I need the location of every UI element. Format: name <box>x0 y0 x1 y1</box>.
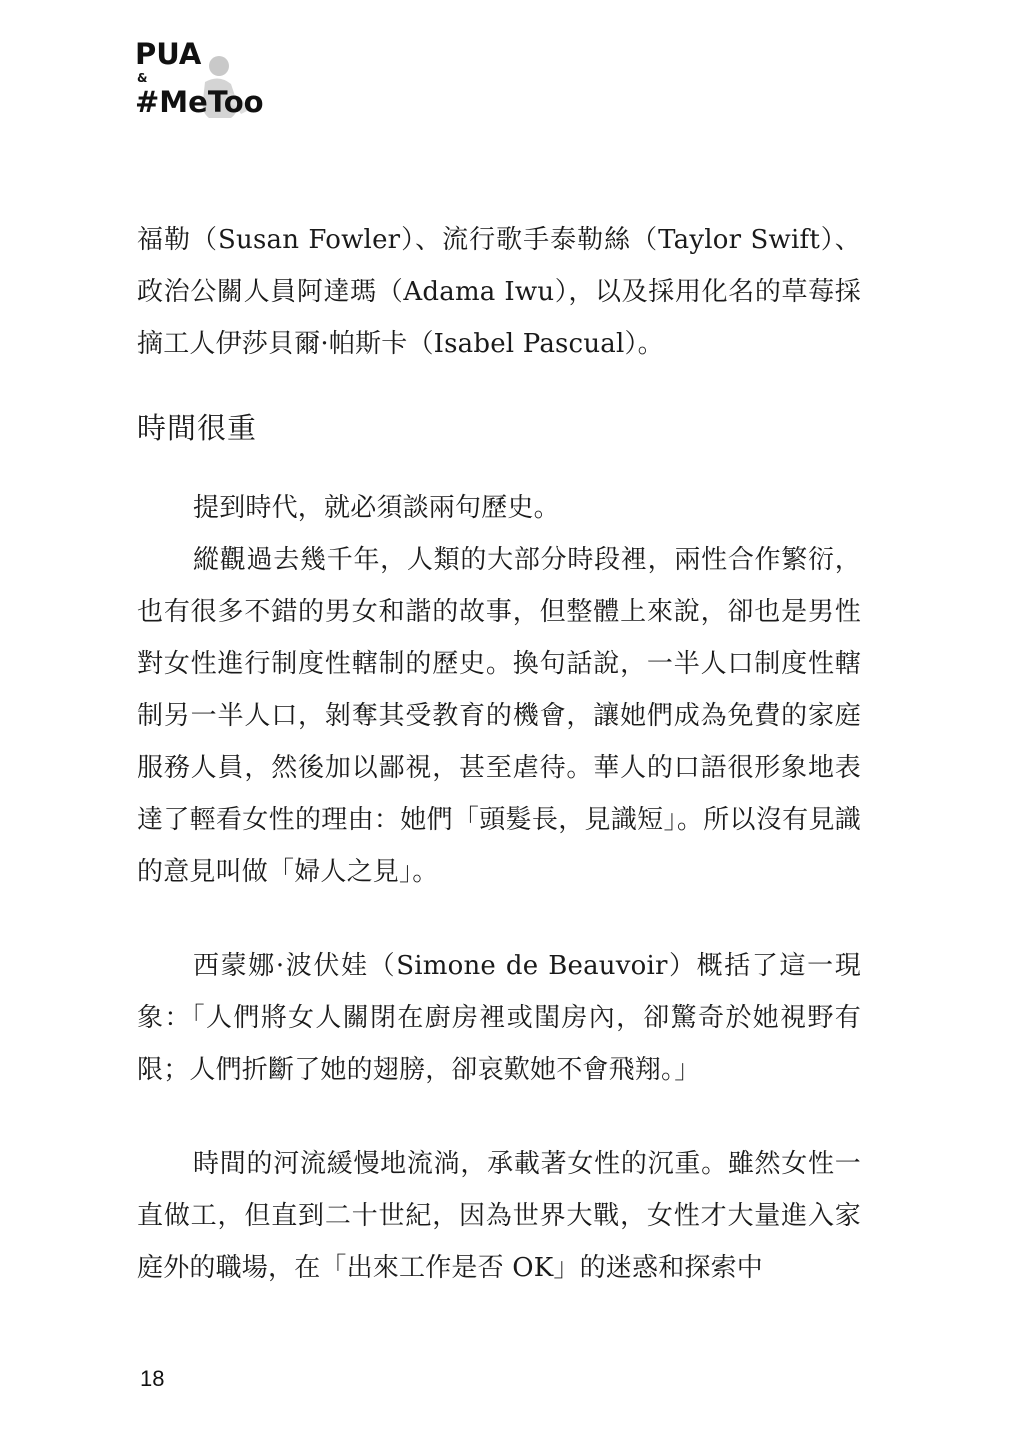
logo-text-pua: PUA <box>135 37 202 71</box>
body-paragraph: 縱觀過去幾千年，人類的大部分時段裡，兩性合作繁衍，也有很多不錯的男女和諧的故事，但整體上來說，卻也是男性對女性進行制度性轄制的歷史。換句話說，一半人口制度性轄制另一半人口，剝奪其受教育的機會，讓她們成為免費的家庭服務人員，然後加以鄙視，甚至虐待。華人的口語很形象地表達了輕看女性的理由：她們「頭髮長，見識短」。所以沒有見識的意見叫做「婦人之見」。 <box>137 545 861 887</box>
page-number: 18 <box>140 1366 165 1391</box>
logo-text-ampersand: & <box>137 71 148 85</box>
page-body <box>137 214 861 1294</box>
section-heading: 時間很重 <box>137 411 258 445</box>
quote-paragraph: 西蒙娜·波伏娃（Simone de Beauvoir）概括了這一現象：「人們將女人關閉在廚房裡或閨房內，卻驚奇於她視野有限；人們折斷了她的翅膀，卻哀歎她不會飛翔。」 <box>137 951 861 1085</box>
body-paragraph: 時間的河流緩慢地流淌，承載著女性的沉重。雖然女性一直做工，但直到二十世紀，因為世界大戰，女性才大量進入家庭外的職場，在「出來工作是否 OK」的迷惑和探索中 <box>137 1149 861 1283</box>
body-paragraph: 提到時代，就必須談兩句歷史。 <box>193 493 560 523</box>
logo-text-metoo: #MeToo <box>135 85 264 119</box>
intro-paragraph: 福勒（Susan Fowler）、流行歌手泰勒絲（Taylor Swift）、政治公關人員阿達瑪（Adama Iwu），以及採用化名的草莓採摘工人伊莎貝爾·帕斯卡（Isabel Pascual）。 <box>137 225 861 359</box>
book-logo <box>135 37 264 122</box>
